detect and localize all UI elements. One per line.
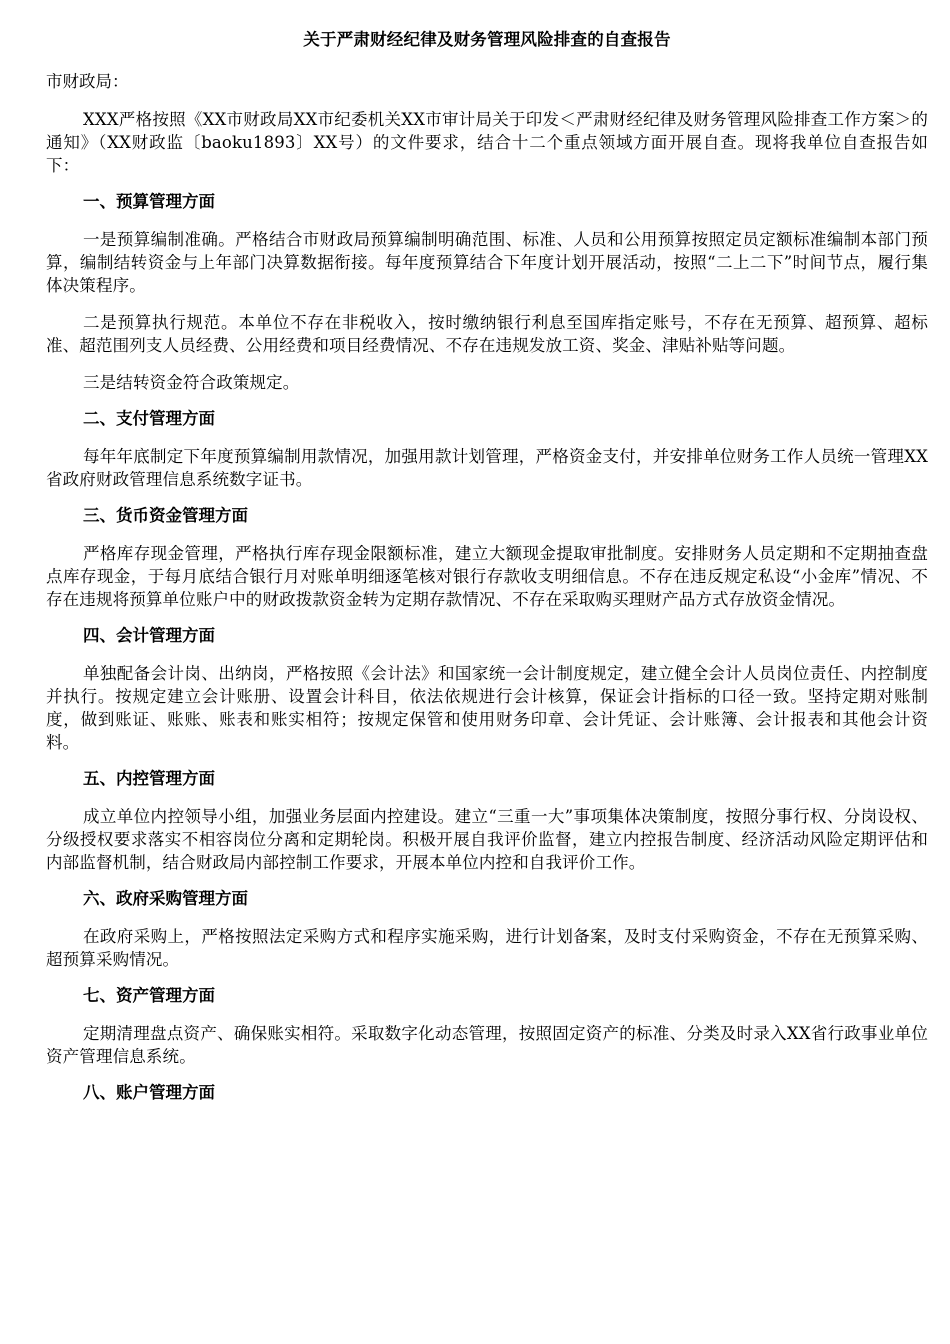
document-page xyxy=(46,22,928,1105)
section-heading: 二、支付管理方面 xyxy=(83,409,215,428)
section-paragraph: 二是预算执行规范。本单位不存在非税收入，按时缴纳银行利息至国库指定账号，不存在无预算、超预算、超标准、超范围列支人员经费、公用经费和项目经费情况、不存在违规发放工资、奖金、津贴补贴等问题。 xyxy=(46,313,928,355)
intro-paragraph: XXX严格按照《XX市财政局XX市纪委机关XX市审计局关于印发＜严肃财经纪律及财务管理风险排查工作方案＞的通知》（XX财政监〔baoku1893〕XX号）的文件要求，结合十二个重点领域方面开展自查。现将我单位自查报告如下： xyxy=(46,110,928,175)
section-budget xyxy=(46,190,928,394)
section-payment xyxy=(46,407,928,491)
section-heading: 四、会计管理方面 xyxy=(83,626,215,645)
section-paragraph: 三是结转资金符合政策规定。 xyxy=(83,373,300,392)
section-paragraph: 每年年底制定下年度预算编制用款情况，加强用款计划管理，严格资金支付，并安排单位财务工作人员统一管理XX省政府财政管理信息系统数字证书。 xyxy=(46,447,928,489)
section-procurement xyxy=(46,887,928,971)
section-cash xyxy=(46,504,928,611)
section-heading: 六、政府采购管理方面 xyxy=(83,889,248,908)
section-paragraph: 成立单位内控领导小组，加强业务层面内控建设。建立“三重一大”事项集体决策制度，按照分事行权、分岗设权、分级授权要求落实不相容岗位分离和定期轮岗。积极开展自我评价监督，建立内控报告制度、经济活动风险定期评估和内部监督机制，结合财政局内部控制工作要求，开展本单位内控和自我评价工作。 xyxy=(46,807,928,872)
section-heading: 七、资产管理方面 xyxy=(83,986,215,1005)
salutation: 市财政局： xyxy=(46,72,129,91)
section-heading: 五、内控管理方面 xyxy=(83,769,215,788)
document-title: 关于严肃财经纪律及财务管理风险排查的自查报告 xyxy=(303,30,671,49)
section-accounts xyxy=(46,1081,928,1105)
section-paragraph: 严格库存现金管理，严格执行库存现金限额标准，建立大额现金提取审批制度。安排财务人员定期和不定期抽查盘点库存现金，于每月底结合银行月对账单明细逐笔核对银行存款收支明细信息。不存在违反规定私设“小金库”情况、不存在违规将预算单位账户中的财政拨款资金转为定期存款情况、不存在采取购买理财产品方式存放资金情况。 xyxy=(46,544,928,609)
section-paragraph: 在政府采购上，严格按照法定采购方式和程序实施采购，进行计划备案，及时支付采购资金，不存在无预算采购、超预算采购情况。 xyxy=(46,927,928,969)
section-accounting xyxy=(46,624,928,754)
section-paragraph: 单独配备会计岗、出纳岗，严格按照《会计法》和国家统一会计制度规定，建立健全会计人员岗位责任、内控制度并执行。按规定建立会计账册、设置会计科目，依法依规进行会计核算，保证会计指标的口径一致。坚持定期对账制度，做到账证、账账、账表和账实相符；按规定保管和使用财务印章、会计凭证、会计账簿、会计报表和其他会计资料。 xyxy=(46,664,928,752)
section-paragraph: 定期清理盘点资产、确保账实相符。采取数字化动态管理，按照固定资产的标准、分类及时录入XX省行政事业单位资产管理信息系统。 xyxy=(46,1024,928,1066)
section-assets xyxy=(46,984,928,1068)
section-heading: 一、预算管理方面 xyxy=(83,192,215,211)
section-heading: 三、货币资金管理方面 xyxy=(83,506,248,525)
section-heading: 八、账户管理方面 xyxy=(83,1083,215,1102)
section-internal-control xyxy=(46,767,928,874)
section-paragraph: 一是预算编制准确。严格结合市财政局预算编制明确范围、标准、人员和公用预算按照定员定额标准编制本部门预算，编制结转资金与上年部门决算数据衔接。每年度预算结合下年度计划开展活动，按照“二上二下”时间节点，履行集体决策程序。 xyxy=(46,230,928,295)
